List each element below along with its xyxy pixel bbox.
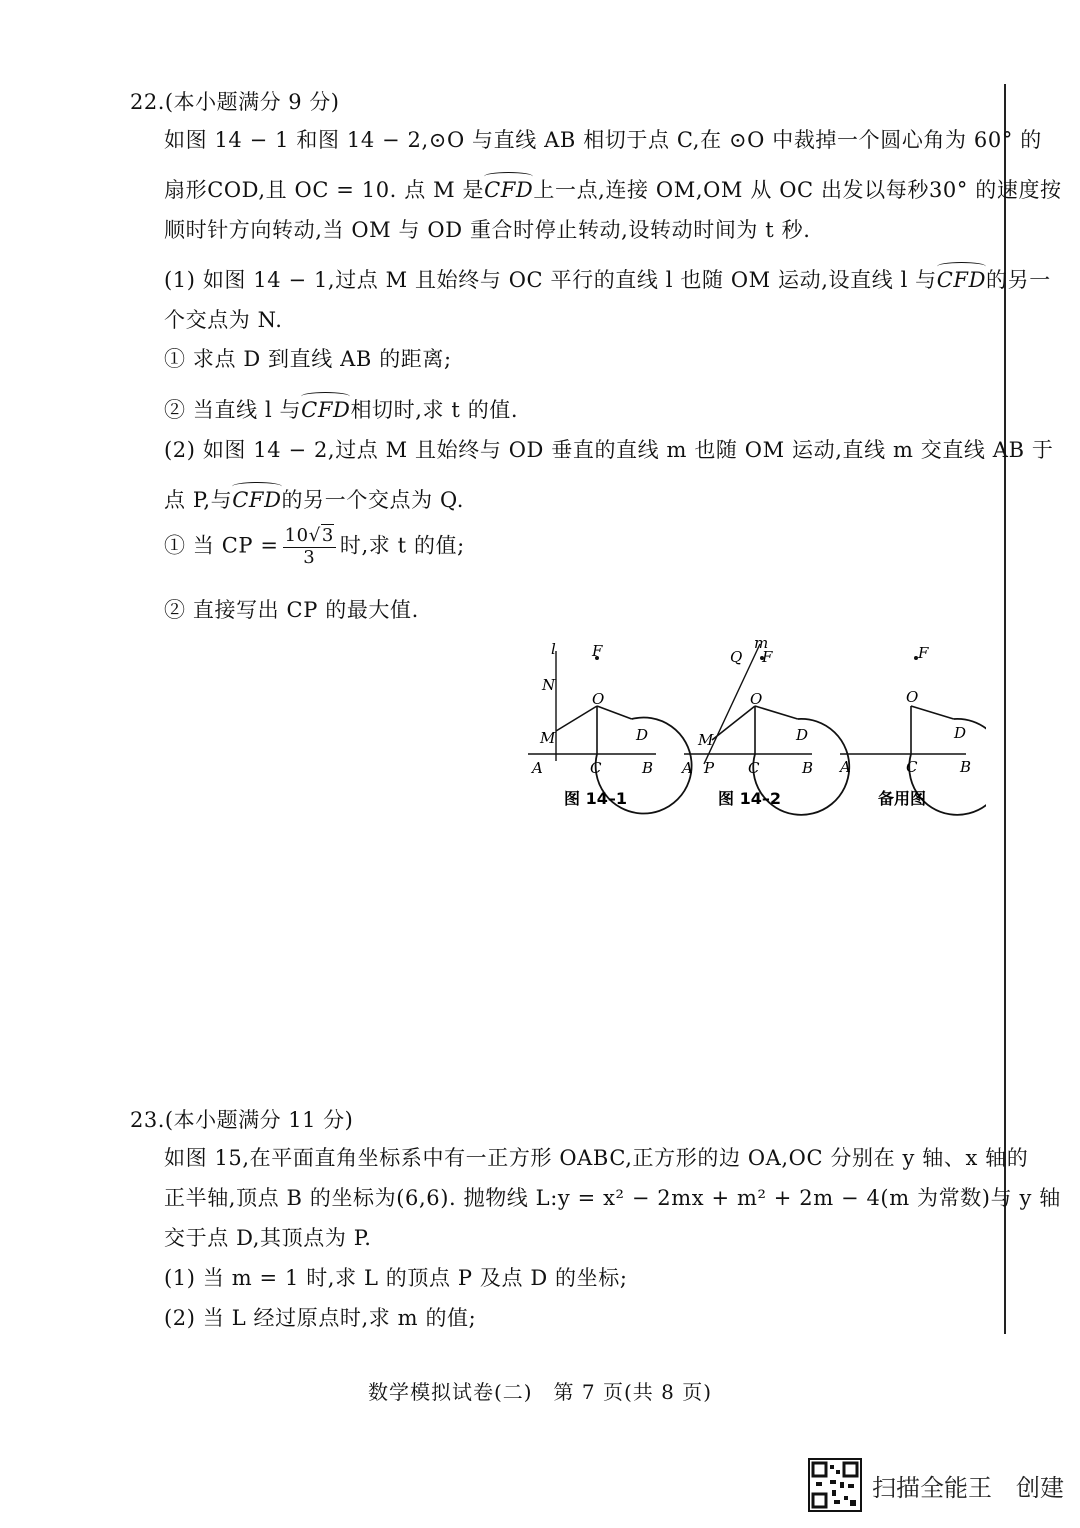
q22-part1-line1: (1) 如图 14 − 1,过点 M 且始终与 OC 平行的直线 l 也随 OM 运动,设直线 l 与CFD的另一	[164, 268, 1051, 292]
label-o: O	[906, 688, 919, 706]
q23-score: (本小题满分 11 分)	[164, 1108, 354, 1132]
figure-14-2	[680, 636, 849, 815]
label-c: C	[748, 759, 760, 777]
label-o: O	[750, 690, 763, 708]
q23-header	[130, 1104, 353, 1134]
label-b: B	[642, 759, 654, 777]
caption-14-2: 图 14–2	[718, 789, 781, 808]
arc-cfd: CFD	[484, 178, 534, 202]
label-m-line: m	[754, 636, 769, 652]
q23-part2: (2) 当 L 经过原点时,求 m 的值;	[164, 1306, 477, 1330]
q22-number: 22.	[130, 90, 165, 114]
label-f: F	[592, 642, 603, 660]
label-o: O	[592, 690, 605, 708]
fraction-10root3-over-3: $\frac{10√3}{3}$	[284, 525, 334, 568]
q22-part2-line1: (2) 如图 14 − 2,过点 M 且始终与 OD 垂直的直线 m 也随 OM 运动,直线 m 交直线 AB 于	[164, 438, 1054, 462]
q22-part2-line2: 点 P,与CFD的另一个交点为 Q.	[164, 488, 465, 512]
q22-part1-ii: ② 当直线 l 与CFD相切时,求 t 的值.	[164, 398, 519, 422]
label-q: Q	[730, 648, 743, 666]
label-a: A	[840, 758, 851, 776]
label-a: A	[682, 759, 693, 777]
geometry-figures	[526, 636, 986, 826]
label-l: l	[551, 640, 556, 658]
label-a: A	[532, 759, 543, 777]
label-m: M	[540, 729, 556, 747]
scanner-text: 扫描全能王 创建	[872, 1473, 1064, 1502]
label-n: N	[542, 676, 556, 694]
q23-part1: (1) 当 m = 1 时,求 L 的顶点 P 及点 D 的坐标;	[164, 1266, 628, 1290]
caption-14-1: 图 14–1	[564, 789, 627, 808]
q22-intro-line1: 如图 14 − 1 和图 14 − 2,⊙O 与直线 AB 相切于点 C,在 ⊙O 中裁掉一个圆心角为 60° 的	[164, 128, 1042, 152]
arc-cfd: CFD	[301, 398, 351, 422]
q22-part1-i: ① 求点 D 到直线 AB 的距离;	[164, 347, 452, 371]
q23-line2: 正半轴,顶点 B 的坐标为(6,6). 抛物线 L:y = x² − 2mx + m² + 2m − 4(m 为常数)与 y 轴	[164, 1186, 1061, 1210]
q23-line1: 如图 15,在平面直角坐标系中有一正方形 OABC,正方形的边 OA,OC 分别在 y 轴、x 轴的	[164, 1146, 1029, 1170]
label-d: D	[636, 726, 649, 744]
label-c: C	[906, 758, 918, 776]
radius-od	[911, 706, 954, 719]
q22-part1-line2: 个交点为 N.	[164, 308, 283, 332]
arc-cfd: CFD	[232, 488, 282, 512]
figure-14-1	[528, 640, 692, 814]
q23-line3: 交于点 D,其顶点为 P.	[164, 1226, 372, 1250]
label-b: B	[802, 759, 814, 777]
q22-intro-line3: 顺时针方向转动,当 OM 与 OD 重合时停止转动,设转动时间为 t 秒.	[164, 218, 811, 242]
q23-number: 23.	[130, 1108, 165, 1132]
q22-part2-ii: ② 直接写出 CP 的最大值.	[164, 598, 419, 622]
label-p: P	[704, 759, 715, 777]
arc-cfd: CFD	[936, 268, 987, 292]
qr-code-icon	[808, 1458, 862, 1512]
caption-spare: 备用图	[878, 789, 927, 808]
scanner-watermark	[808, 1458, 1064, 1512]
radius-om	[712, 706, 755, 740]
q22-header	[130, 86, 340, 116]
q22-figures	[526, 636, 986, 826]
label-f: F	[918, 644, 929, 662]
figure-spare	[838, 644, 986, 815]
label-d: D	[954, 724, 967, 742]
radius-om	[556, 706, 597, 731]
label-d: D	[796, 726, 809, 744]
label-c: C	[590, 759, 602, 777]
q22-part2-i: ① 当 CP = $\frac{10√3}{3}$ 时,求 t 的值;	[164, 525, 465, 568]
q22-score: (本小题满分 9 分)	[164, 90, 340, 114]
page-footer: 数学模拟试卷(二) 第 7 页(共 8 页)	[367, 1380, 713, 1404]
label-f: F	[762, 648, 773, 666]
label-b: B	[960, 758, 972, 776]
q22-intro-line2: 扇形COD,且 OC = 10. 点 M 是CFD上一点,连接 OM,OM 从 OC 出发以每秒30° 的速度按	[164, 178, 1062, 202]
label-m-point: M	[698, 731, 714, 749]
